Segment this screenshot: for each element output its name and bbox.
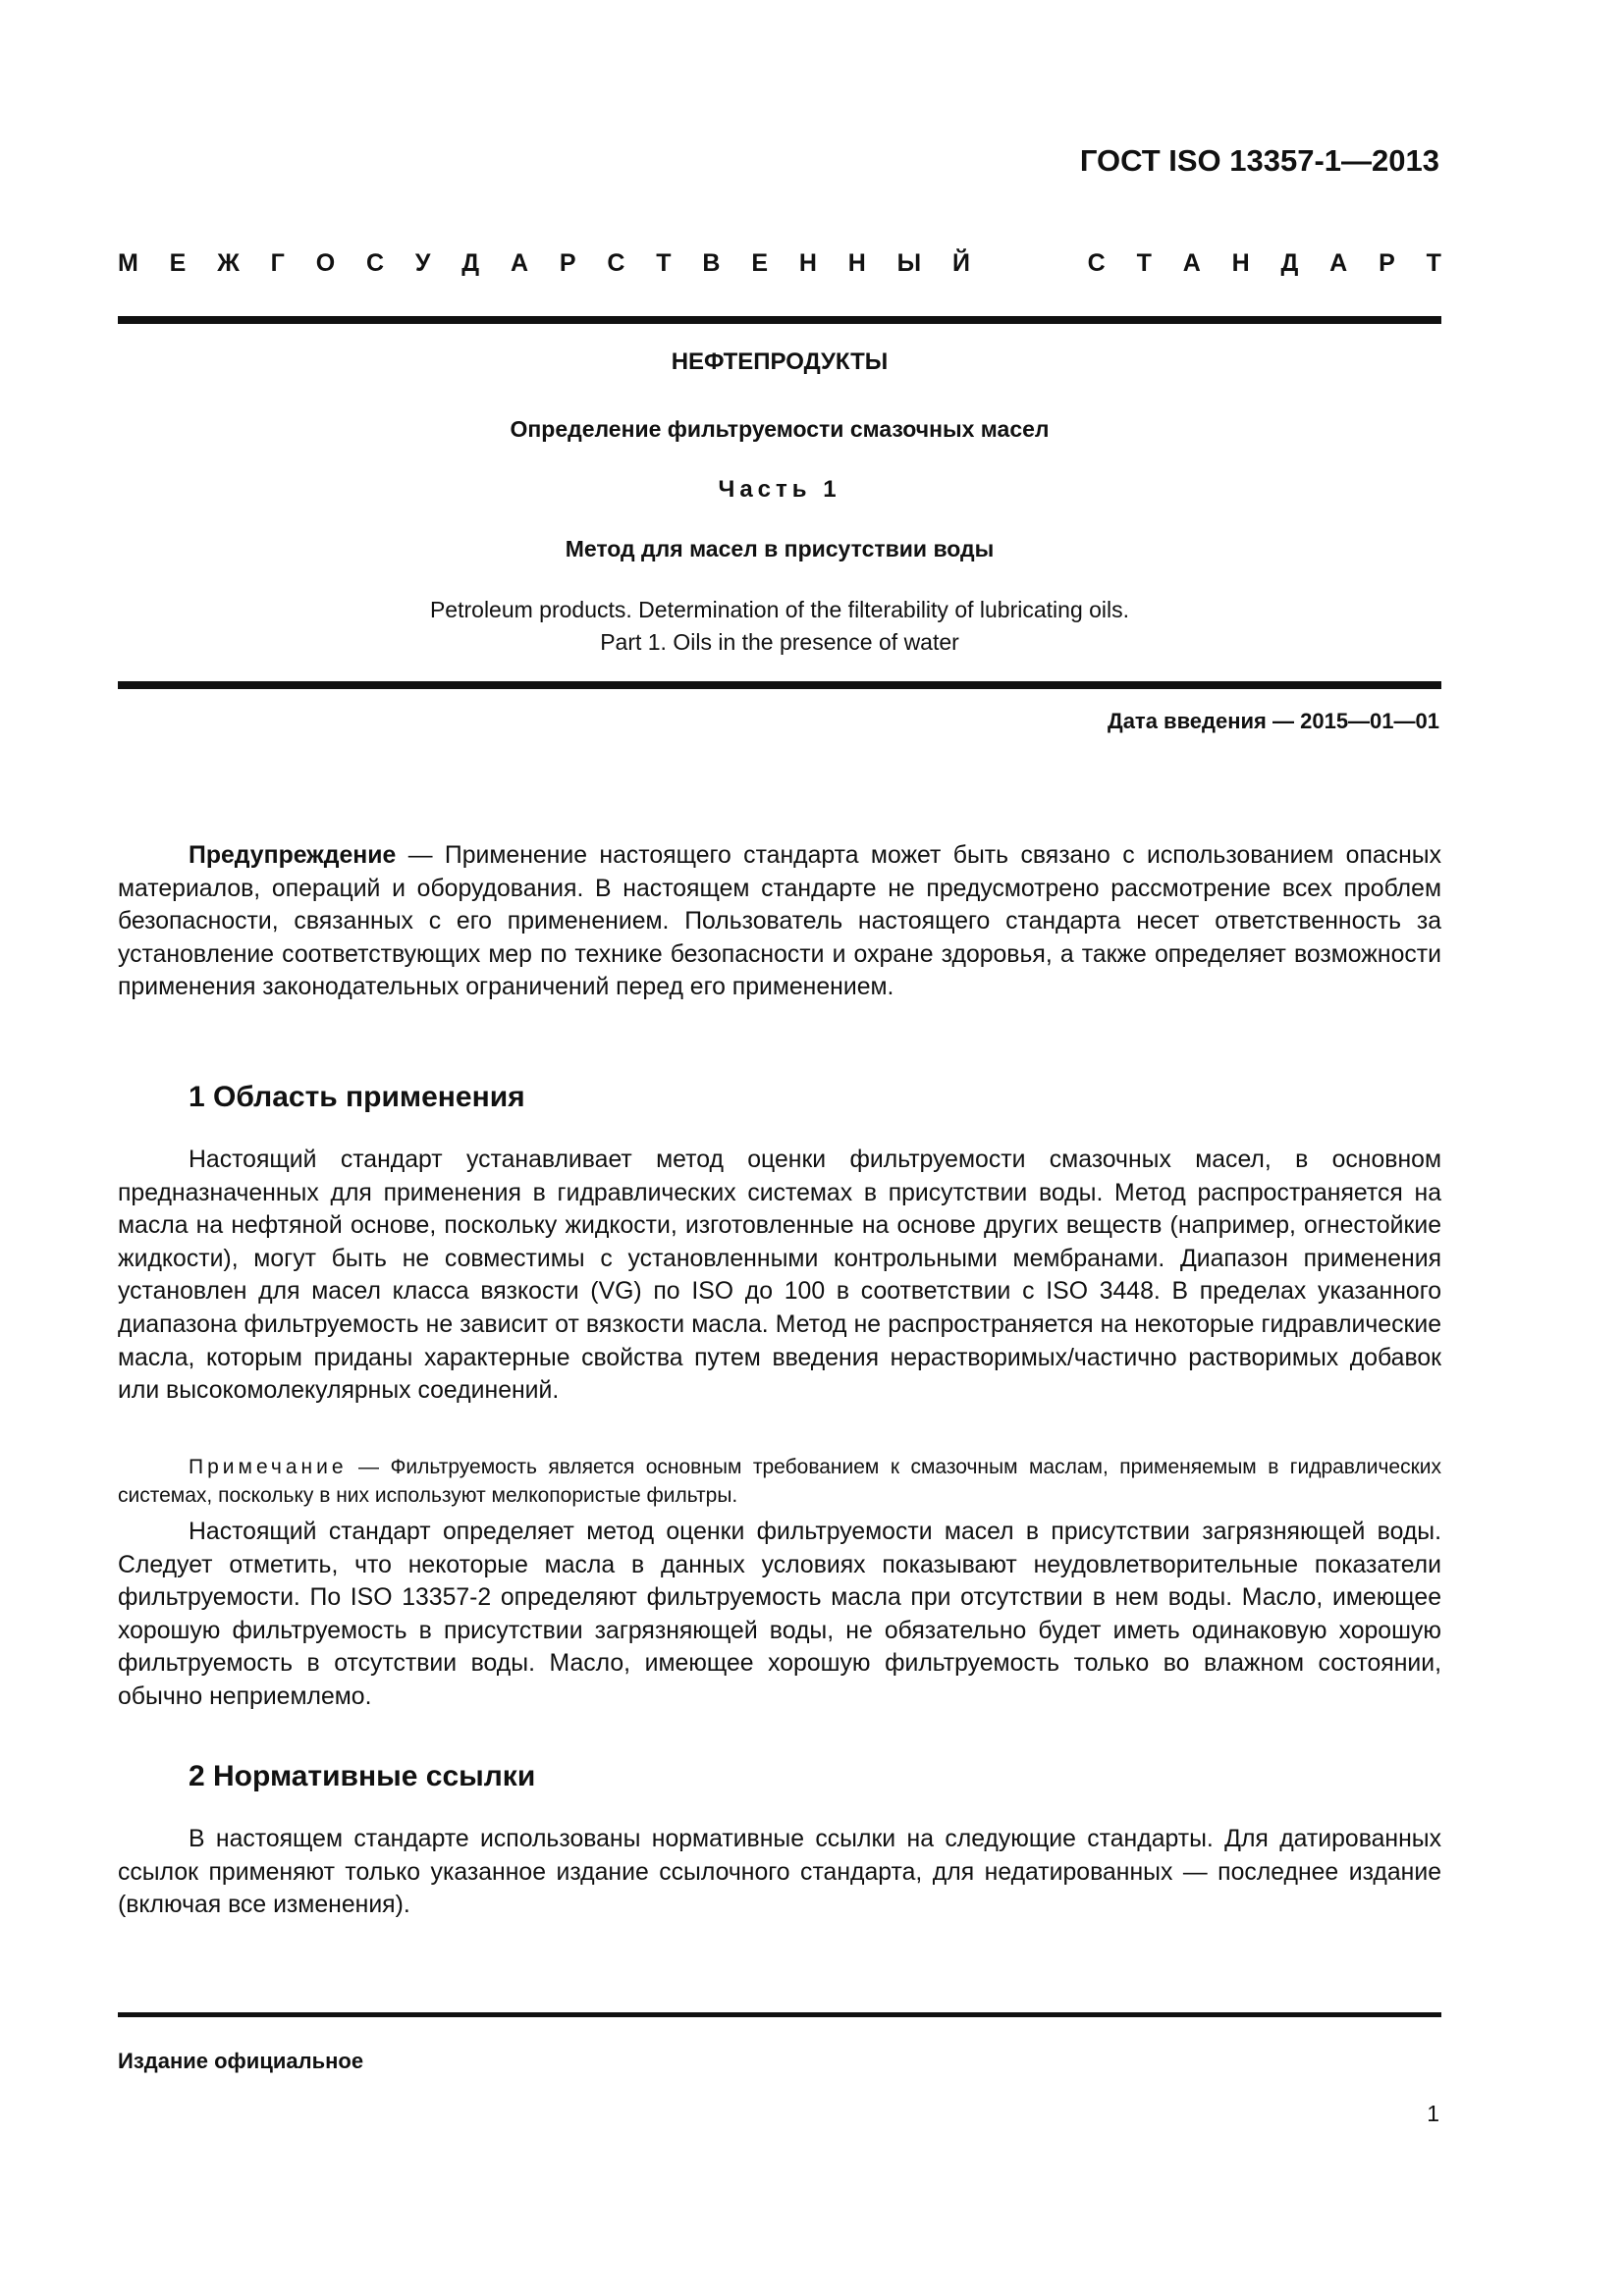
banner-letter: Д xyxy=(461,249,480,277)
document-subtitle: Определение фильтруемости смазочных масел xyxy=(510,416,1050,442)
english-title xyxy=(118,594,1441,659)
section-2-heading: 2 Нормативные ссылки xyxy=(189,1760,536,1792)
official-edition-label: Издание официальное xyxy=(118,2049,364,2073)
banner-letter: А xyxy=(1329,249,1348,277)
banner-word-gap xyxy=(1001,249,1056,278)
top-divider xyxy=(118,316,1441,324)
banner-letter: Й xyxy=(952,249,970,277)
warning-label: Предупреждение xyxy=(189,842,397,869)
banner-letter: В xyxy=(702,249,721,277)
english-title-line: Part 1. Oils in the presence of water xyxy=(600,629,959,655)
section-2-paragraph-1-text: В настоящем стандарте использованы нормативные ссылки на следующие стандарты. Для датированных ссылок применяют только указанное издание ссылочного стандарта, для недатированных — последнее издание (включая все изменения). xyxy=(118,1826,1441,1919)
section-1-paragraph-2-text: Настоящий стандарт определяет метод оценки фильтруемости масел в присутствии загрязняющей воды. Следует отметить, что некоторые масла в данных условиях показывают неудовлетворительные показатели фильтруемости. По ISO 13357-2 определяют фильтруемость масла при отсутствии в нем воды. Масло, имеющее хорошую фильтруемость в присутствии загрязняющей воды, не обязательно будет иметь одинаковую хорошую фильтруемость в отсутствии воды. Масло, имеющее хорошую фильтруемость только во влажном состоянии, обычно неприемлемо. xyxy=(118,1519,1441,1710)
banner-letter: Е xyxy=(169,249,187,277)
banner-letter: С xyxy=(1087,249,1106,277)
banner-letter: О xyxy=(315,249,336,277)
introduction-date: Дата введения — 2015—01—01 xyxy=(1108,709,1439,733)
english-title-line: Petroleum products. Determination of the filterability of lubricating oils. xyxy=(429,597,1130,622)
document-code: ГОСТ ISO 13357-1—2013 xyxy=(1079,143,1439,178)
banner-letter: А xyxy=(1182,249,1201,277)
note-text: — Фильтруемость является основным требованием к смазочным маслам, применяемым в гидравлических системах, поскольку в них используют мелкопористые фильтры. xyxy=(118,1456,1441,1507)
banner-letter: Т xyxy=(1426,249,1441,277)
section-2-paragraph-1 xyxy=(118,1823,1441,1922)
section-1-paragraph-1 xyxy=(118,1144,1441,1408)
interstate-standard-banner xyxy=(118,249,1441,278)
section-1-paragraph-2 xyxy=(118,1516,1441,1714)
section-1-note xyxy=(118,1453,1441,1510)
banner-letter: Н xyxy=(847,249,866,277)
section-1-heading: 1 Область применения xyxy=(189,1081,525,1113)
document-title: НЕФТЕПРОДУКТЫ xyxy=(671,348,889,375)
banner-letter: Т xyxy=(656,249,672,277)
banner-letter: Ж xyxy=(217,249,240,277)
banner-letter: Г xyxy=(270,249,285,277)
banner-letter: Н xyxy=(798,249,817,277)
banner-letter: М xyxy=(118,249,138,277)
banner-letter: А xyxy=(510,249,529,277)
banner-letter: Р xyxy=(1379,249,1395,277)
banner-letter: У xyxy=(414,249,431,277)
title-divider xyxy=(118,681,1441,689)
banner-letter: Р xyxy=(559,249,576,277)
banner-letter: Ы xyxy=(896,249,922,277)
banner-letter: С xyxy=(607,249,625,277)
banner-letter: Е xyxy=(751,249,769,277)
page-number: 1 xyxy=(1427,2101,1439,2126)
warning-text: — Применение настоящего стандарта может быть связано с использованием опасных материалов, операций и оборудования. В настоящем стандарте не предусмотрено рассмотрение всех проблем безопасности, связанных с его применением. Пользователь настоящего стандарта несет ответственность за установление соответствующих мер по технике безопасности и охране здоровья, а также определяет возможности применения законодательных ограничений перед его применением. xyxy=(118,842,1441,1001)
footer-divider xyxy=(118,2012,1441,2017)
warning-paragraph xyxy=(118,839,1441,1004)
section-1-paragraph-1-text: Настоящий стандарт устанавливает метод оценки фильтруемости смазочных масел, в основном предназначенных для применения в гидравлических системах в присутствии воды. Метод распространяется на масла на нефтяной основе, поскольку жидкости, изготовленные на основе других веществ (например, огнестойкие жидкости), могут быть не совместимы с установленными контрольными мембранами. Диапазон применения установлен для масел класса вязкости (VG) по ISO до 100 в соответствии с ISO 3448. В пределах указанного диапазона фильтруемость не зависит от вязкости масла. Метод не распространяется на некоторые гидравлические масла, которым приданы характерные свойства путем введения нерастворимых/частично растворимых добавок или высокомолекулярных соединений. xyxy=(118,1147,1441,1405)
banner-letter: Т xyxy=(1136,249,1152,277)
note-label: Примечание xyxy=(189,1456,348,1478)
banner-letter: С xyxy=(365,249,385,277)
banner-letter: Д xyxy=(1280,249,1299,277)
document-part: Часть 1 xyxy=(718,476,841,503)
banner-letter: Н xyxy=(1231,249,1250,277)
document-method: Метод для масел в присутствии воды xyxy=(565,536,995,561)
